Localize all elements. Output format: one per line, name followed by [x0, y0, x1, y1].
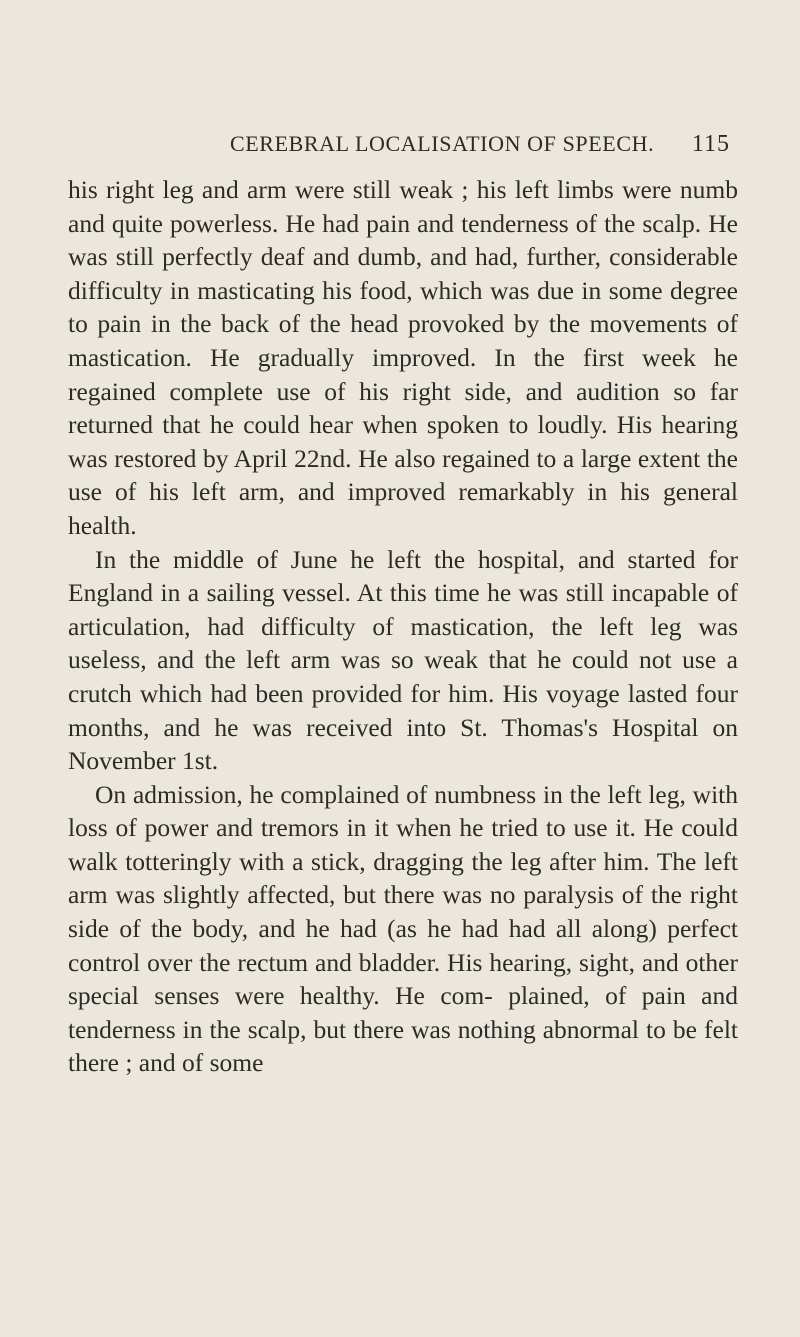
paragraph-3: On admission, he complained of numbness in the left leg, with loss of power and tremors in it when he tried to use it. He could walk totteringly with a stick, dragging the leg after him. The left arm was slightly affected, but there was no paralysis of the right side of the body, and he had (as he had had all along) perfect control over the rectum and bladder. His hearing, sight, and other special senses were healthy. He com- plained, of pain and tenderness in the scalp, but there was nothing abnormal to be felt there ; and of some — [68, 779, 738, 1078]
paragraph-1: his right leg and arm were still weak ; his left limbs were numb and quite powerless. He had pain and tenderness of the scalp. He was still perfectly deaf and dumb, and had, further, considerable difficulty in masticating his food, which was due in some degree to pain in the back of the head provoked by the movements of mastication. He gradually improved. In the first week he regained complete use of his right side, and audition so far returned that he could hear when spoken to loudly. His hearing was restored by April 22nd. He also regained to a large extent the use of his left arm, and improved remarkably in his general health. — [68, 175, 738, 540]
running-head — [230, 131, 730, 171]
running-head-title: CEREBRAL LOCALISATION OF SPEECH. — [230, 131, 655, 156]
body-text — [68, 173, 738, 1080]
paragraph-2: In the middle of June he left the hospital, and started for England in a sailing vessel. At this time he was still incapable of articulation, had difficulty of mastication, the left leg was useless, and the left arm was so weak that he could not use a crutch which had been provided for him. His voyage lasted four months, and he was received into St. Thomas's Hospital on November 1st. — [68, 544, 738, 776]
page-number: 115 — [691, 131, 730, 157]
